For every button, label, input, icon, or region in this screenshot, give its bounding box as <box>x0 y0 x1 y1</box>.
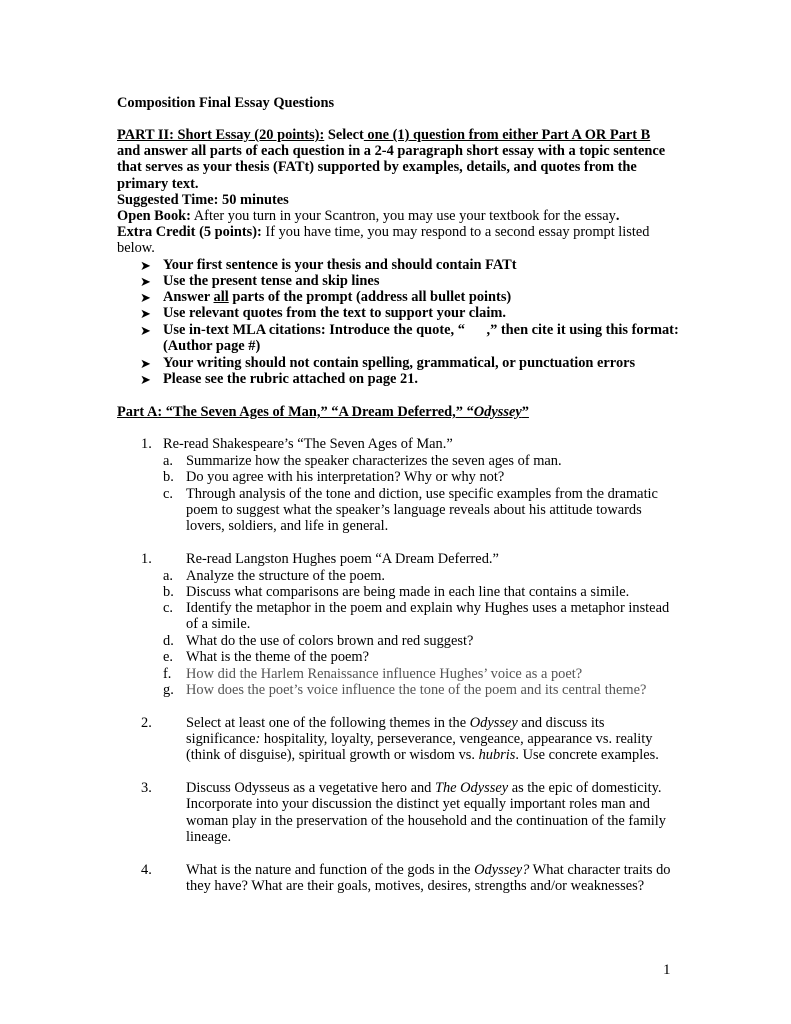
question-text: Re-read Langston Hughes poem “A Dream Deferred.” <box>186 551 499 567</box>
question-text-part: hospitality, loyalty, perseverance, vengeance, appearance vs. reality <box>260 731 653 747</box>
bullet-item: Your first sentence is your thesis and should contain FATt <box>163 257 517 273</box>
arrow-bullet-icon: ➤ <box>140 323 151 338</box>
open-book-period: . <box>615 208 620 224</box>
bullet-item: Your writing should not contain spelling, grammatical, or punctuation errors <box>163 355 636 371</box>
document-title: Composition Final Essay Questions <box>117 95 335 111</box>
question-number: 2. <box>141 715 152 731</box>
sub-letter: b. <box>163 584 174 600</box>
sub-question: What is the theme of the poem? <box>186 649 370 665</box>
arrow-bullet-icon: ➤ <box>140 356 151 371</box>
question-number: 1. <box>141 436 152 452</box>
page-number: 1 <box>663 962 671 978</box>
sub-question: Identify the metaphor in the poem and explain why Hughes uses a metaphor instead <box>186 600 670 616</box>
sub-question-continued: poem to suggest what the speaker’s language reveals about his attitude towards <box>186 502 642 518</box>
bullet-item: Use relevant quotes from the text to support your claim. <box>163 305 506 321</box>
question-text-part: . Use concrete examples. <box>515 747 659 763</box>
question-number: 3. <box>141 780 152 796</box>
question-text-italic: Odyssey <box>469 715 518 731</box>
extra-credit-label: Extra Credit (5 points): <box>117 224 262 240</box>
sub-letter: e. <box>163 649 173 665</box>
bullet-item <box>163 289 511 306</box>
sub-letter: a. <box>163 453 173 469</box>
question-text-continued: they have? What are their goals, motives, desires, strengths and/or weaknesses? <box>186 878 645 894</box>
sub-letter: g. <box>163 682 174 698</box>
question-text-continued <box>186 731 652 748</box>
question-text <box>186 715 604 732</box>
open-book-label: Open Book: <box>117 208 191 224</box>
part2-instruction-line: primary text. <box>117 176 199 192</box>
sub-letter: b. <box>163 469 174 485</box>
part2-heading: PART II: Short Essay (20 points): <box>117 127 325 143</box>
extra-credit-continued: below. <box>117 240 155 256</box>
sub-question: Do you agree with his interpretation? Why or why not? <box>186 469 505 485</box>
sub-question: How does the poet’s voice influence the tone of the poem and its central theme? <box>186 682 647 698</box>
part2-select-rest: one (1) question from either Part A OR Part B <box>363 127 651 143</box>
bullet-item-continued: (Author page #) <box>163 338 261 354</box>
bullet-item: Use the present tense and skip lines <box>163 273 380 289</box>
part2-heading-line <box>117 127 650 144</box>
question-text-continued: Incorporate into your discussion the distinct yet equally important roles man and <box>186 796 650 812</box>
sub-question: Through analysis of the tone and diction, use specific examples from the dramatic <box>186 486 658 502</box>
question-text-continued: woman play in the preservation of the household and the continuation of the family <box>186 813 666 829</box>
sub-letter: d. <box>163 633 174 649</box>
part-a-heading-suffix: ” <box>521 404 529 420</box>
question-text-part: as the epic of domesticity. <box>508 780 662 796</box>
question-text-italic: hubris <box>478 747 516 763</box>
part2-instruction-line: that serves as your thesis (FATt) supported by examples, details, and quotes from the <box>117 159 637 175</box>
arrow-bullet-icon: ➤ <box>140 372 151 387</box>
bullet-item: Use in-text MLA citations: Introduce the quote, “ ,” then cite it using this format: <box>163 322 679 338</box>
arrow-bullet-icon: ➤ <box>140 258 151 273</box>
sub-question: Summarize how the speaker characterizes the seven ages of man. <box>186 453 562 469</box>
part2-instruction-line: and answer all parts of each question in a 2-4 paragraph short essay with a topic sentence <box>117 143 666 159</box>
sub-letter: a. <box>163 568 173 584</box>
sub-question: How did the Harlem Renaissance influence Hughes’ voice as a poet? <box>186 666 583 682</box>
question-text-continued: lineage. <box>186 829 232 845</box>
sub-question-continued: of a simile. <box>186 616 251 632</box>
open-book-line <box>117 208 619 225</box>
question-text-part: Discuss Odysseus as a vegetative hero and <box>186 780 435 796</box>
sub-question: Discuss what comparisons are being made in each line that contains a simile. <box>186 584 630 600</box>
part-a-heading-italic: Odyssey <box>473 404 522 420</box>
bullet-item-emphasis: all <box>213 289 229 305</box>
question-text <box>186 780 661 797</box>
question-text-part: What is the nature and function of the gods in the <box>186 862 475 878</box>
question-text-part: Select at least one of the following themes in the <box>186 715 470 731</box>
suggested-time: Suggested Time: 50 minutes <box>117 192 289 208</box>
sub-question: Analyze the structure of the poem. <box>186 568 385 584</box>
open-book-text: After you turn in your Scantron, you may use your textbook for the essay <box>190 208 616 224</box>
question-text-continued <box>186 747 659 764</box>
question-text-italic: Odyssey? <box>474 862 530 878</box>
question-text-italic: The Odyssey <box>434 780 509 796</box>
question-text-italic: : <box>255 731 261 747</box>
part2-select-lead: Select <box>324 127 364 143</box>
part-a-heading <box>117 404 529 421</box>
question-number: 4. <box>141 862 152 878</box>
bullet-item-text: Answer <box>163 289 210 305</box>
arrow-bullet-icon: ➤ <box>140 290 151 305</box>
sub-letter: c. <box>163 486 173 502</box>
extra-credit-line <box>117 224 650 241</box>
question-text: Re-read Shakespeare’s “The Seven Ages of Man.” <box>163 436 453 452</box>
question-number: 1. <box>141 551 152 567</box>
sub-letter: f. <box>163 666 172 682</box>
bullet-item: Please see the rubric attached on page 21. <box>163 371 418 387</box>
arrow-bullet-icon: ➤ <box>140 306 151 321</box>
question-text-part: (think of disguise), spiritual growth or wisdom vs. <box>186 747 479 763</box>
question-text-part: significance <box>186 731 256 747</box>
question-text <box>186 862 670 879</box>
sub-question-continued: lovers, soldiers, and life in general. <box>186 518 389 534</box>
arrow-bullet-icon: ➤ <box>140 274 151 289</box>
bullet-item-text: parts of the prompt (address all bullet points) <box>228 289 512 305</box>
question-text-part: What character traits do <box>529 862 671 878</box>
part-a-heading-text: Part A: “The Seven Ages of Man,” “A Dream Deferred,” “ <box>117 404 474 420</box>
sub-question: What do the use of colors brown and red suggest? <box>186 633 474 649</box>
sub-letter: c. <box>163 600 173 616</box>
extra-credit-text: If you have time, you may respond to a second essay prompt listed <box>261 224 650 240</box>
question-text-part: and discuss its <box>517 715 605 731</box>
